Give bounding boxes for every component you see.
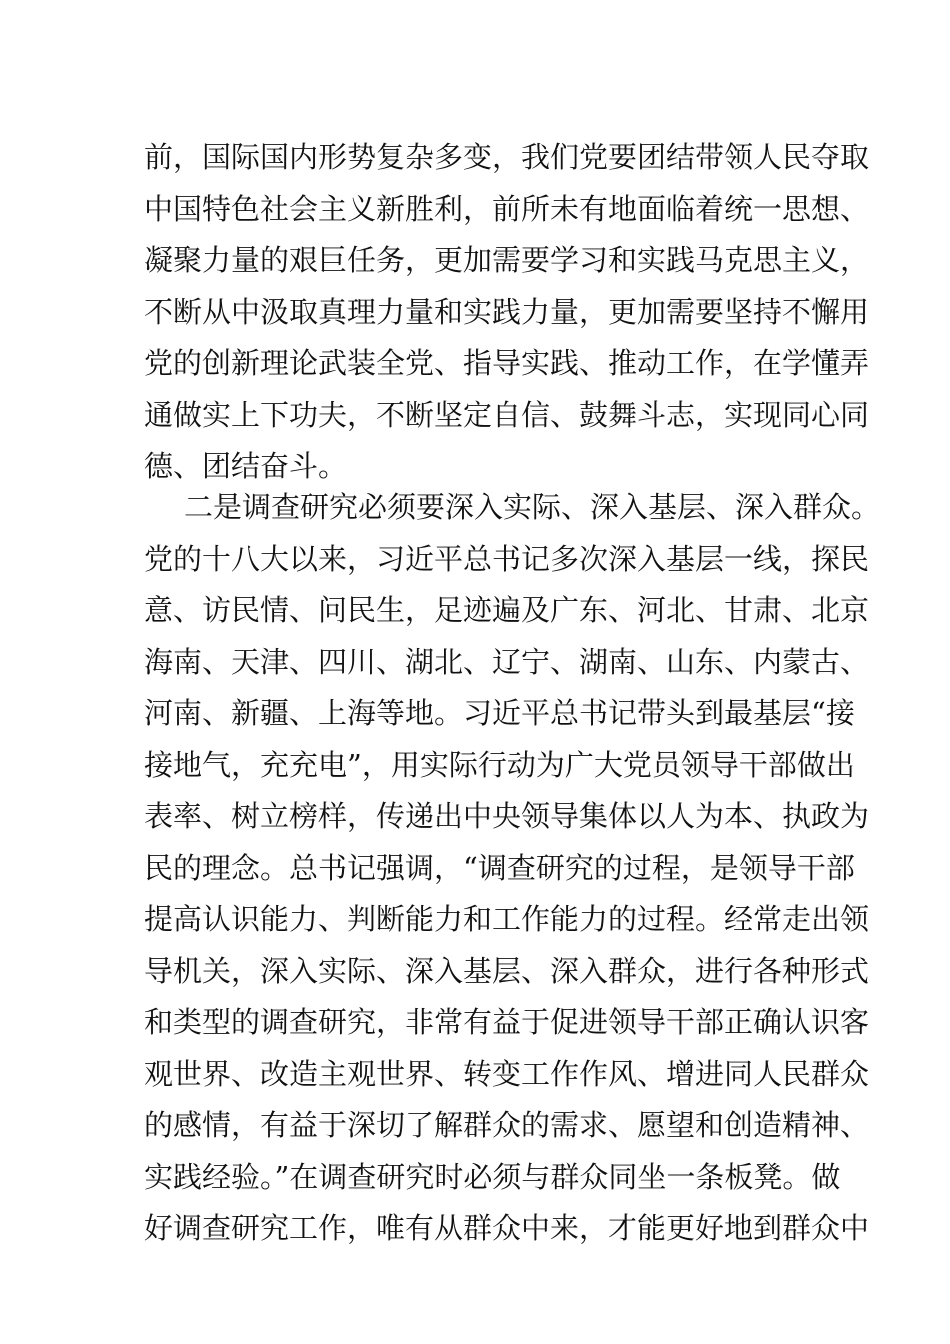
text-line: 意、访民情、问民生，足迹遍及广东、河北、甘肃、北京 <box>144 593 870 627</box>
text-line: 前，国际国内形势复杂多变，我们党要团结带领人民夺取 <box>144 140 870 174</box>
text-line: 接地气，充充电”，用实际行动为广大党员领导干部做出 <box>144 747 855 782</box>
text-line: 观世界、改造主观世界、转变工作作风、增进同人民群众 <box>144 1056 870 1091</box>
text-line: 海南、天津、四川、湖北、辽宁、湖南、山东、内蒙古、 <box>144 644 870 679</box>
text-line: 不断从中汲取真理力量和实践力量，更加需要坚持不懈用 <box>144 294 870 329</box>
text-line: 的感情，有益于深切了解群众的需求、愿望和创造精神、 <box>144 1108 870 1142</box>
paragraph-continuation <box>144 132 870 493</box>
text-line: 党的十八大以来，习近平总书记多次深入基层一线，探民 <box>144 541 870 576</box>
text-line: 河南、新疆、上海等地。习近平总书记带头到最基层“接 <box>144 696 855 730</box>
text-line: 民的理念。总书记强调，“调查研究的过程，是领导干部 <box>144 850 855 885</box>
text-line: 通做实上下功夫，不断坚定自信、鼓舞斗志，实现同心同 <box>144 397 870 432</box>
text-line: 导机关，深入实际、深入基层、深入群众，进行各种形式 <box>144 953 870 988</box>
text-line: 和类型的调查研究，非常有益于促进领导干部正确认识客 <box>144 1005 870 1039</box>
text-line: 实践经验。”在调查研究时必须与群众同坐一条板凳。做 <box>144 1159 841 1194</box>
text-line: 德、团结奋斗。 <box>144 449 348 483</box>
text-line: 党的创新理论武装全党、指导实践、推动工作，在学懂弄 <box>144 346 870 380</box>
text-line: 凝聚力量的艰巨任务，更加需要学习和实践马克思主义， <box>144 243 870 277</box>
paragraph-first-line: 二是调查研究必须要深入实际、深入基层、深入群众。 <box>184 490 881 524</box>
text-line: 中国特色社会主义新胜利，前所未有地面临着统一思想、 <box>144 191 870 226</box>
text-line: 好调查研究工作，唯有从群众中来，才能更好地到群众中 <box>144 1211 870 1245</box>
paragraph-investigation <box>144 482 881 1255</box>
text-line: 表率、树立榜样，传递出中央领导集体以人为本、执政为 <box>144 799 870 833</box>
text-line: 提高认识能力、判断能力和工作能力的过程。经常走出领 <box>144 902 870 936</box>
